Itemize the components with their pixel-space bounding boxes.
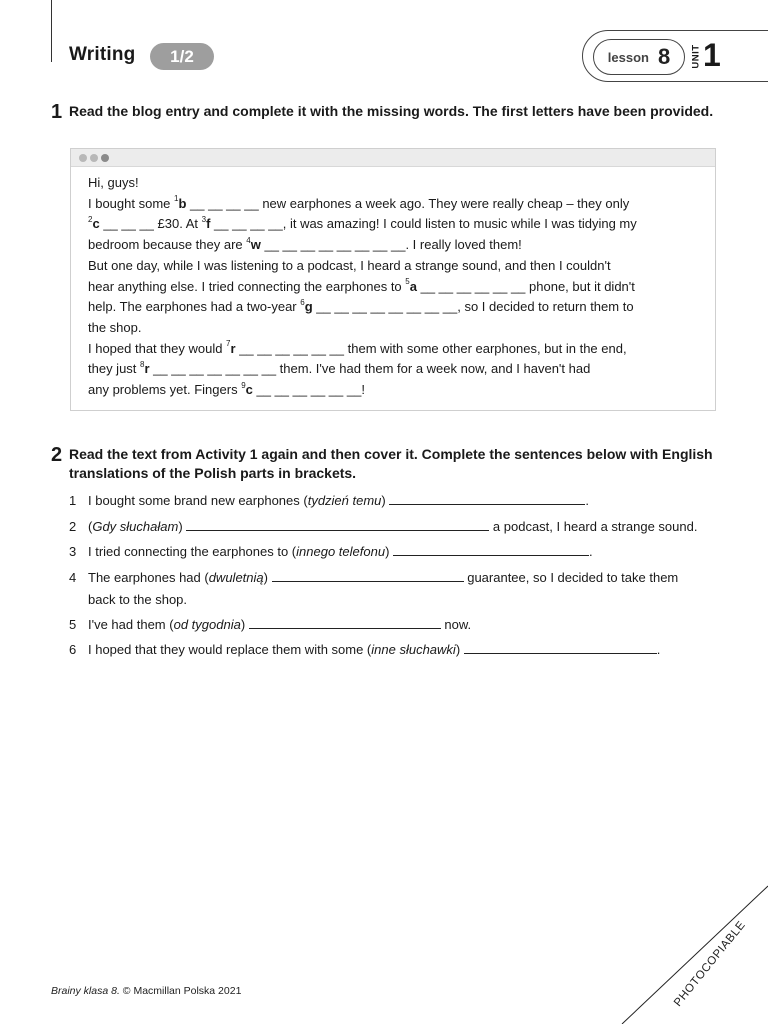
gap-3[interactable]: __ __ __ __, — [214, 216, 287, 232]
photocopiable-label: PHOTOCOPIABLE — [671, 919, 749, 1009]
gap-5-letter: a — [409, 278, 417, 294]
blog-line: Hi, guys! — [88, 175, 139, 190]
gap-2[interactable]: __ __ __ — [103, 216, 154, 232]
sentence-2: 2 (Gdy słuchałam) a podcast, I heard a strange sound. — [69, 516, 729, 538]
blog-line: But one day, while I was listening to a podcast, I heard a strange sound, and then I couldn't — [88, 257, 611, 273]
gap-5[interactable]: __ __ __ __ __ __ — [420, 278, 526, 294]
gap-3-letter: f — [206, 216, 211, 232]
exercise-1-number: 1 — [51, 101, 63, 123]
gap-7-letter: r — [230, 340, 236, 356]
gap-8-letter: r — [144, 361, 150, 377]
gap-6[interactable]: __ __ __ __ __ __ __ __, — [316, 299, 461, 315]
gap-7[interactable]: __ __ __ __ __ __ — [239, 340, 345, 356]
blog-line: $^2$c __ __ __ £30. At $^3$f __ __ __ __, it was amazing! I could listen to music while I was tidying my — [88, 215, 637, 232]
gap-4[interactable]: __ __ __ __ __ __ __ __. — [264, 237, 410, 253]
sentence-5: 5 I've had them (od tygodnia) now. — [69, 614, 729, 636]
lesson-number: 8 — [657, 44, 671, 69]
sentence-1: 1 I bought some brand new earphones (tydzień temu) . — [69, 490, 729, 512]
gap-1[interactable]: __ __ __ __ — [190, 195, 259, 211]
blog-line: help. The earphones had a two-year $^6$g __ __ __ __ __ __ __ __, so I decided to return them to — [88, 297, 634, 315]
footer-copyright: Brainy klasa 8. © Macmillan Polska 2021 — [51, 985, 242, 997]
gap-2-letter: c — [92, 216, 100, 232]
blog-line: bedroom because they are $^4$w __ __ __ __ __ __ __ __. I really loved them! — [88, 235, 522, 253]
exercise-2-instruction: Read the text from Activity 1 again and then cover it. Complete the sentences below with English translations of the Polish parts in brackets. — [69, 446, 713, 481]
gap-9[interactable]: __ __ __ __ __ __! — [256, 382, 365, 398]
sentence-3: 3 I tried connecting the earphones to (innego telefonu) . — [69, 541, 729, 563]
blog-line: I bought some $^1$b __ __ __ __ new earphones a week ago. They were really cheap – they only — [88, 194, 630, 211]
lesson-label: lesson — [607, 49, 649, 65]
sentence-6: 6 I hoped that they would replace them with some (inne słuchawki) . — [69, 639, 729, 661]
page-badge: 1/2 — [150, 43, 214, 70]
page-title: Writing — [69, 44, 136, 65]
sentence-4: 4 The earphones had (dwuletnią) guarantee, so I decided to take them — [69, 567, 729, 589]
blog-line: hear anything else. I tried connecting the earphones to $^5$a __ __ __ __ __ __ phone, but it didn't — [88, 277, 635, 294]
blog-line: I hoped that they would $^7$r __ __ __ __ __ __ them with some other earphones, but in the end, — [88, 339, 627, 356]
blog-line: the shop. — [88, 319, 142, 335]
gap-1-letter: b — [178, 195, 187, 211]
exercise-1-instruction: Read the blog entry and complete it with the missing words. The first letters have been provided. — [69, 103, 714, 119]
sentence-4-continued: back to the shop. — [88, 592, 188, 607]
unit-number: 1 — [703, 37, 721, 73]
gap-6-letter: g — [304, 299, 313, 315]
gap-9-letter: c — [245, 382, 253, 398]
gap-8[interactable]: __ __ __ __ __ __ __ — [153, 361, 277, 377]
exercise-2-number: 2 — [51, 444, 63, 466]
unit-label: UNIT — [690, 43, 702, 69]
gap-4-letter: w — [250, 237, 261, 253]
blog-line: they just $^8$r __ __ __ __ __ __ __ them. I've had them for a week now, and I haven't had — [88, 360, 591, 377]
blog-line: any problems yet. Fingers $^9$c __ __ __ __ __ __! — [88, 380, 365, 398]
